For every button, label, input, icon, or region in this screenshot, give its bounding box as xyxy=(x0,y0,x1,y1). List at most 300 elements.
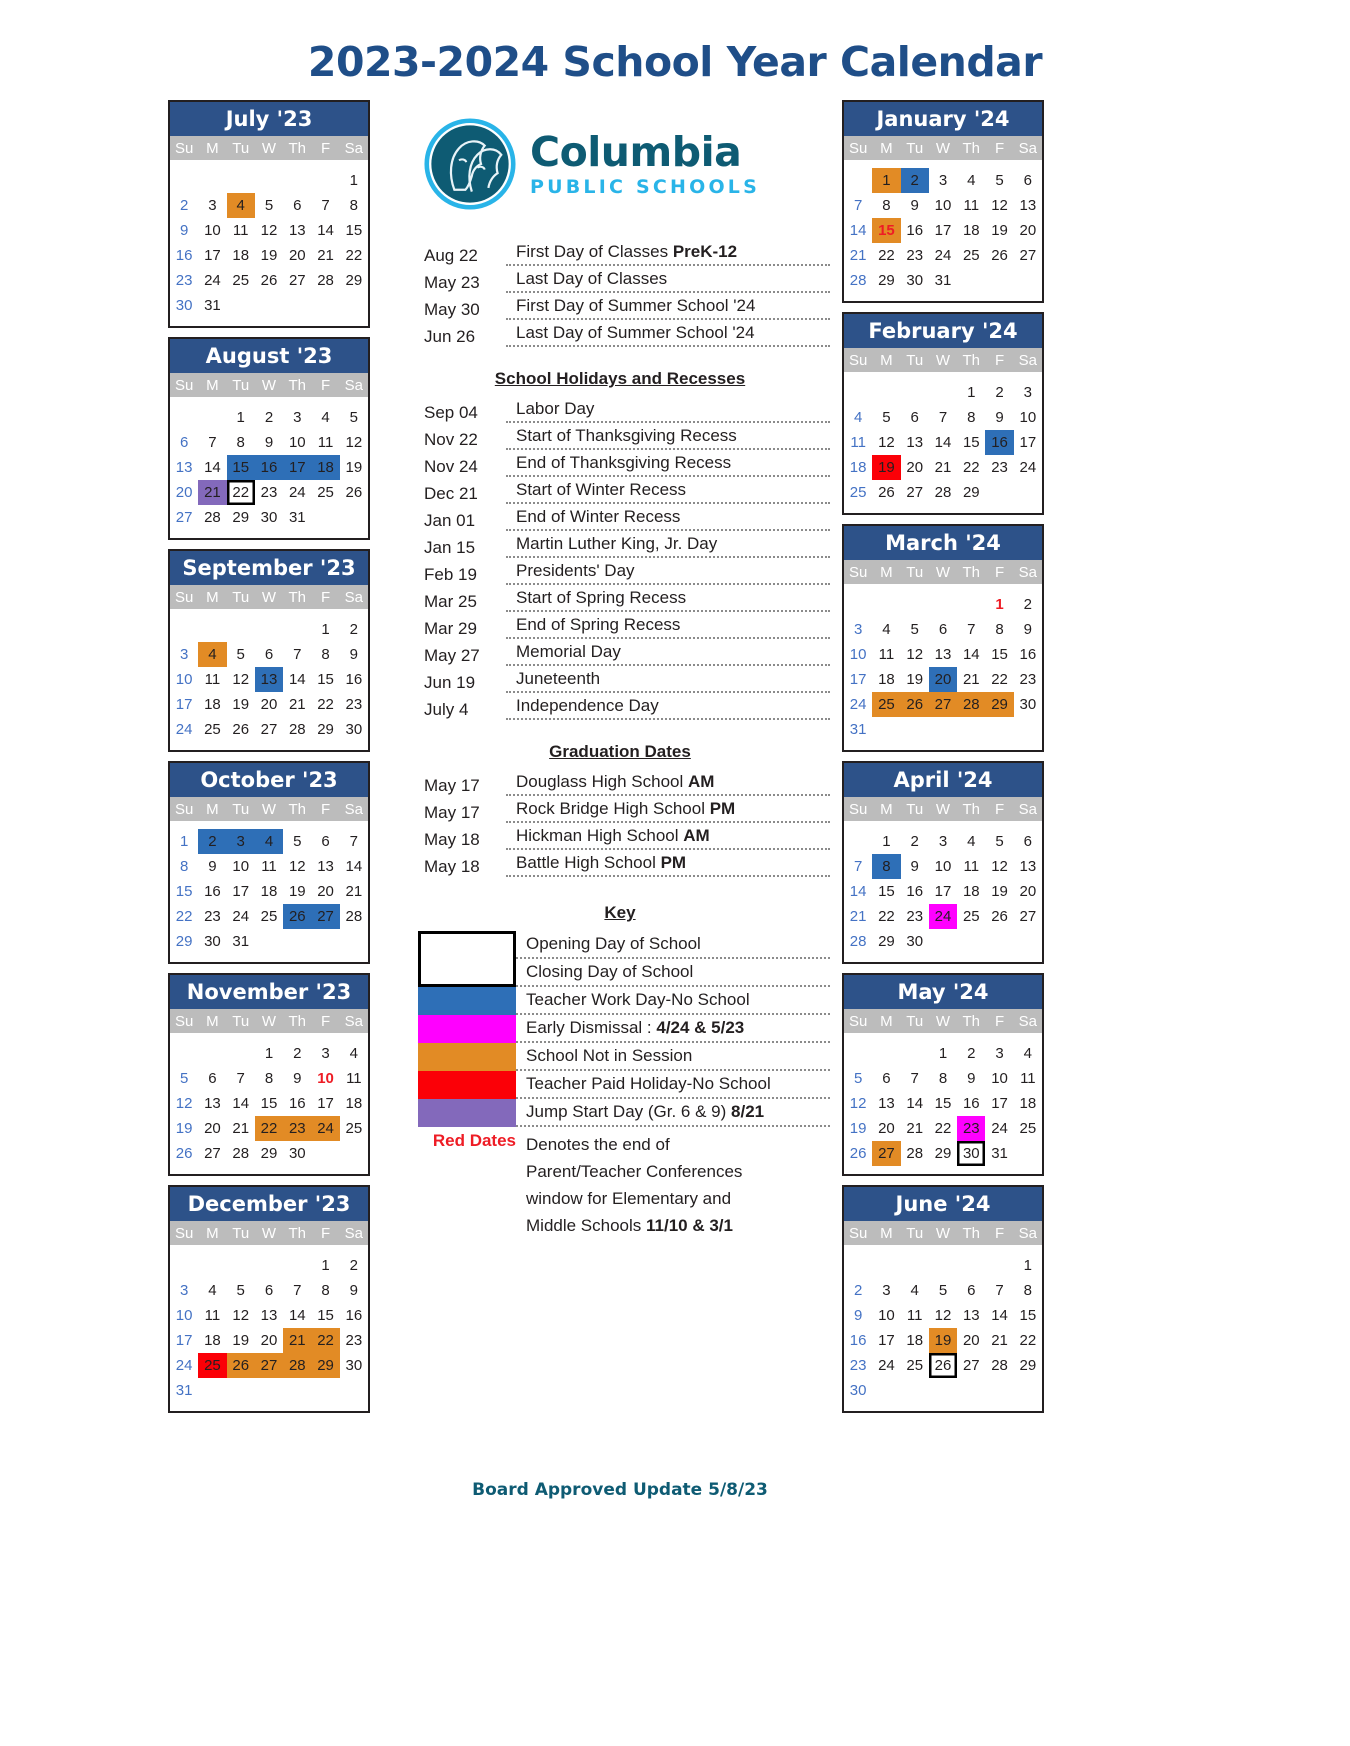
day-cell[interactable] xyxy=(929,904,957,929)
day-cell[interactable] xyxy=(929,268,957,293)
day-cell[interactable] xyxy=(872,480,900,505)
day-cell[interactable] xyxy=(1014,1041,1042,1066)
day-cell[interactable] xyxy=(255,1091,283,1116)
day-cell[interactable] xyxy=(255,1278,283,1303)
day-cell[interactable] xyxy=(985,642,1013,667)
day-cell[interactable] xyxy=(844,1066,872,1091)
day-cell[interactable] xyxy=(985,592,1013,617)
day-cell[interactable] xyxy=(957,380,985,405)
day-cell[interactable] xyxy=(844,480,872,505)
day-cell[interactable] xyxy=(957,1066,985,1091)
day-cell[interactable] xyxy=(985,692,1013,717)
day-cell[interactable] xyxy=(957,904,985,929)
day-cell[interactable] xyxy=(985,168,1013,193)
day-cell[interactable] xyxy=(283,854,311,879)
day-cell[interactable] xyxy=(872,405,900,430)
day-cell[interactable] xyxy=(227,430,255,455)
day-cell[interactable] xyxy=(985,904,1013,929)
day-cell[interactable] xyxy=(311,268,339,293)
day-cell[interactable] xyxy=(901,692,929,717)
day-cell[interactable] xyxy=(283,193,311,218)
day-cell[interactable] xyxy=(929,667,957,692)
day-cell[interactable] xyxy=(283,1116,311,1141)
day-cell[interactable] xyxy=(872,1091,900,1116)
day-cell[interactable] xyxy=(283,692,311,717)
day-cell[interactable] xyxy=(929,218,957,243)
day-cell[interactable] xyxy=(1014,1328,1042,1353)
day-cell[interactable] xyxy=(227,1091,255,1116)
day-cell[interactable] xyxy=(901,1278,929,1303)
day-cell[interactable] xyxy=(1014,1303,1042,1328)
day-cell[interactable] xyxy=(227,480,255,505)
day-cell[interactable] xyxy=(1014,243,1042,268)
day-cell[interactable] xyxy=(929,642,957,667)
day-cell[interactable] xyxy=(255,692,283,717)
day-cell[interactable] xyxy=(340,1091,368,1116)
day-cell[interactable] xyxy=(227,405,255,430)
day-cell[interactable] xyxy=(198,293,226,318)
day-cell[interactable] xyxy=(170,879,198,904)
day-cell[interactable] xyxy=(227,455,255,480)
day-cell[interactable] xyxy=(872,904,900,929)
day-cell[interactable] xyxy=(340,904,368,929)
day-cell[interactable] xyxy=(340,480,368,505)
day-cell[interactable] xyxy=(340,455,368,480)
day-cell[interactable] xyxy=(227,268,255,293)
day-cell[interactable] xyxy=(198,717,226,742)
day-cell[interactable] xyxy=(255,717,283,742)
day-cell[interactable] xyxy=(901,1303,929,1328)
day-cell[interactable] xyxy=(929,1303,957,1328)
day-cell[interactable] xyxy=(255,193,283,218)
day-cell[interactable] xyxy=(901,667,929,692)
day-cell[interactable] xyxy=(929,455,957,480)
day-cell[interactable] xyxy=(1014,1253,1042,1278)
day-cell[interactable] xyxy=(170,1278,198,1303)
day-cell[interactable] xyxy=(198,1066,226,1091)
day-cell[interactable] xyxy=(283,1328,311,1353)
day-cell[interactable] xyxy=(844,1278,872,1303)
day-cell[interactable] xyxy=(283,1278,311,1303)
day-cell[interactable] xyxy=(985,380,1013,405)
day-cell[interactable] xyxy=(872,1066,900,1091)
day-cell[interactable] xyxy=(901,405,929,430)
day-cell[interactable] xyxy=(1014,642,1042,667)
day-cell[interactable] xyxy=(1014,854,1042,879)
day-cell[interactable] xyxy=(844,268,872,293)
day-cell[interactable] xyxy=(227,1303,255,1328)
day-cell[interactable] xyxy=(340,1303,368,1328)
day-cell[interactable] xyxy=(283,455,311,480)
day-cell[interactable] xyxy=(872,642,900,667)
day-cell[interactable] xyxy=(311,1328,339,1353)
day-cell[interactable] xyxy=(985,617,1013,642)
day-cell[interactable] xyxy=(872,168,900,193)
day-cell[interactable] xyxy=(311,193,339,218)
day-cell[interactable] xyxy=(1014,380,1042,405)
day-cell[interactable] xyxy=(1014,904,1042,929)
day-cell[interactable] xyxy=(901,480,929,505)
day-cell[interactable] xyxy=(844,1091,872,1116)
day-cell[interactable] xyxy=(170,692,198,717)
day-cell[interactable] xyxy=(198,1116,226,1141)
day-cell[interactable] xyxy=(283,1353,311,1378)
day-cell[interactable] xyxy=(227,829,255,854)
day-cell[interactable] xyxy=(311,1116,339,1141)
day-cell[interactable] xyxy=(198,879,226,904)
day-cell[interactable] xyxy=(283,667,311,692)
day-cell[interactable] xyxy=(985,218,1013,243)
day-cell[interactable] xyxy=(901,193,929,218)
day-cell[interactable] xyxy=(985,430,1013,455)
day-cell[interactable] xyxy=(901,879,929,904)
day-cell[interactable] xyxy=(227,717,255,742)
day-cell[interactable] xyxy=(957,455,985,480)
day-cell[interactable] xyxy=(844,193,872,218)
day-cell[interactable] xyxy=(170,1378,198,1403)
day-cell[interactable] xyxy=(283,480,311,505)
day-cell[interactable] xyxy=(901,829,929,854)
day-cell[interactable] xyxy=(283,904,311,929)
day-cell[interactable] xyxy=(844,430,872,455)
day-cell[interactable] xyxy=(1014,592,1042,617)
day-cell[interactable] xyxy=(929,168,957,193)
day-cell[interactable] xyxy=(311,243,339,268)
day-cell[interactable] xyxy=(283,642,311,667)
day-cell[interactable] xyxy=(170,1353,198,1378)
day-cell[interactable] xyxy=(844,455,872,480)
day-cell[interactable] xyxy=(170,455,198,480)
day-cell[interactable] xyxy=(844,1303,872,1328)
day-cell[interactable] xyxy=(1014,168,1042,193)
day-cell[interactable] xyxy=(844,717,872,742)
day-cell[interactable] xyxy=(929,1353,957,1378)
day-cell[interactable] xyxy=(929,879,957,904)
day-cell[interactable] xyxy=(844,854,872,879)
day-cell[interactable] xyxy=(957,1041,985,1066)
day-cell[interactable] xyxy=(170,430,198,455)
day-cell[interactable] xyxy=(957,1091,985,1116)
day-cell[interactable] xyxy=(901,1141,929,1166)
day-cell[interactable] xyxy=(844,929,872,954)
day-cell[interactable] xyxy=(283,829,311,854)
day-cell[interactable] xyxy=(929,405,957,430)
day-cell[interactable] xyxy=(929,430,957,455)
day-cell[interactable] xyxy=(957,243,985,268)
day-cell[interactable] xyxy=(844,218,872,243)
day-cell[interactable] xyxy=(255,1066,283,1091)
day-cell[interactable] xyxy=(227,904,255,929)
day-cell[interactable] xyxy=(929,1278,957,1303)
day-cell[interactable] xyxy=(340,193,368,218)
day-cell[interactable] xyxy=(929,692,957,717)
day-cell[interactable] xyxy=(198,692,226,717)
day-cell[interactable] xyxy=(929,1328,957,1353)
day-cell[interactable] xyxy=(985,243,1013,268)
day-cell[interactable] xyxy=(844,1378,872,1403)
day-cell[interactable] xyxy=(340,168,368,193)
day-cell[interactable] xyxy=(311,480,339,505)
day-cell[interactable] xyxy=(255,218,283,243)
day-cell[interactable] xyxy=(985,1278,1013,1303)
day-cell[interactable] xyxy=(311,1041,339,1066)
day-cell[interactable] xyxy=(340,243,368,268)
day-cell[interactable] xyxy=(957,692,985,717)
day-cell[interactable] xyxy=(340,829,368,854)
day-cell[interactable] xyxy=(340,1253,368,1278)
day-cell[interactable] xyxy=(957,1116,985,1141)
day-cell[interactable] xyxy=(227,1141,255,1166)
day-cell[interactable] xyxy=(198,455,226,480)
day-cell[interactable] xyxy=(227,243,255,268)
day-cell[interactable] xyxy=(170,1141,198,1166)
day-cell[interactable] xyxy=(844,243,872,268)
day-cell[interactable] xyxy=(283,218,311,243)
day-cell[interactable] xyxy=(170,193,198,218)
day-cell[interactable] xyxy=(901,854,929,879)
day-cell[interactable] xyxy=(198,904,226,929)
day-cell[interactable] xyxy=(170,642,198,667)
day-cell[interactable] xyxy=(929,243,957,268)
day-cell[interactable] xyxy=(198,193,226,218)
day-cell[interactable] xyxy=(957,405,985,430)
day-cell[interactable] xyxy=(340,617,368,642)
day-cell[interactable] xyxy=(901,1066,929,1091)
day-cell[interactable] xyxy=(901,218,929,243)
day-cell[interactable] xyxy=(901,1091,929,1116)
day-cell[interactable] xyxy=(198,243,226,268)
day-cell[interactable] xyxy=(872,243,900,268)
day-cell[interactable] xyxy=(311,717,339,742)
day-cell[interactable] xyxy=(283,1303,311,1328)
day-cell[interactable] xyxy=(255,1328,283,1353)
day-cell[interactable] xyxy=(957,1353,985,1378)
day-cell[interactable] xyxy=(170,218,198,243)
day-cell[interactable] xyxy=(985,1353,1013,1378)
day-cell[interactable] xyxy=(311,879,339,904)
day-cell[interactable] xyxy=(227,1066,255,1091)
day-cell[interactable] xyxy=(170,904,198,929)
day-cell[interactable] xyxy=(255,505,283,530)
day-cell[interactable] xyxy=(340,692,368,717)
day-cell[interactable] xyxy=(901,455,929,480)
day-cell[interactable] xyxy=(957,854,985,879)
day-cell[interactable] xyxy=(985,829,1013,854)
day-cell[interactable] xyxy=(844,1116,872,1141)
day-cell[interactable] xyxy=(872,829,900,854)
day-cell[interactable] xyxy=(1014,1353,1042,1378)
day-cell[interactable] xyxy=(170,1066,198,1091)
day-cell[interactable] xyxy=(901,904,929,929)
day-cell[interactable] xyxy=(929,829,957,854)
day-cell[interactable] xyxy=(957,1278,985,1303)
day-cell[interactable] xyxy=(198,1353,226,1378)
day-cell[interactable] xyxy=(901,617,929,642)
day-cell[interactable] xyxy=(957,1328,985,1353)
day-cell[interactable] xyxy=(311,642,339,667)
day-cell[interactable] xyxy=(844,642,872,667)
day-cell[interactable] xyxy=(170,480,198,505)
day-cell[interactable] xyxy=(227,505,255,530)
day-cell[interactable] xyxy=(957,1303,985,1328)
day-cell[interactable] xyxy=(872,1278,900,1303)
day-cell[interactable] xyxy=(901,1353,929,1378)
day-cell[interactable] xyxy=(1014,1066,1042,1091)
day-cell[interactable] xyxy=(929,480,957,505)
day-cell[interactable] xyxy=(985,1116,1013,1141)
day-cell[interactable] xyxy=(957,667,985,692)
day-cell[interactable] xyxy=(311,854,339,879)
day-cell[interactable] xyxy=(283,1066,311,1091)
day-cell[interactable] xyxy=(227,929,255,954)
day-cell[interactable] xyxy=(198,1328,226,1353)
day-cell[interactable] xyxy=(283,717,311,742)
day-cell[interactable] xyxy=(255,904,283,929)
day-cell[interactable] xyxy=(929,1116,957,1141)
day-cell[interactable] xyxy=(311,1091,339,1116)
day-cell[interactable] xyxy=(872,455,900,480)
day-cell[interactable] xyxy=(255,405,283,430)
day-cell[interactable] xyxy=(170,717,198,742)
day-cell[interactable] xyxy=(311,1303,339,1328)
day-cell[interactable] xyxy=(311,904,339,929)
day-cell[interactable] xyxy=(255,1303,283,1328)
day-cell[interactable] xyxy=(170,268,198,293)
day-cell[interactable] xyxy=(844,879,872,904)
day-cell[interactable] xyxy=(283,268,311,293)
day-cell[interactable] xyxy=(198,642,226,667)
day-cell[interactable] xyxy=(872,692,900,717)
day-cell[interactable] xyxy=(227,1353,255,1378)
day-cell[interactable] xyxy=(985,879,1013,904)
day-cell[interactable] xyxy=(255,667,283,692)
day-cell[interactable] xyxy=(957,430,985,455)
day-cell[interactable] xyxy=(957,193,985,218)
day-cell[interactable] xyxy=(1014,692,1042,717)
day-cell[interactable] xyxy=(340,1328,368,1353)
day-cell[interactable] xyxy=(872,617,900,642)
day-cell[interactable] xyxy=(255,1353,283,1378)
day-cell[interactable] xyxy=(985,1091,1013,1116)
day-cell[interactable] xyxy=(872,430,900,455)
day-cell[interactable] xyxy=(340,1066,368,1091)
day-cell[interactable] xyxy=(957,168,985,193)
day-cell[interactable] xyxy=(255,854,283,879)
day-cell[interactable] xyxy=(901,168,929,193)
day-cell[interactable] xyxy=(255,1141,283,1166)
day-cell[interactable] xyxy=(198,505,226,530)
day-cell[interactable] xyxy=(227,879,255,904)
day-cell[interactable] xyxy=(340,1353,368,1378)
day-cell[interactable] xyxy=(227,692,255,717)
day-cell[interactable] xyxy=(844,904,872,929)
day-cell[interactable] xyxy=(1014,455,1042,480)
day-cell[interactable] xyxy=(227,667,255,692)
day-cell[interactable] xyxy=(283,1141,311,1166)
day-cell[interactable] xyxy=(311,1253,339,1278)
day-cell[interactable] xyxy=(844,617,872,642)
day-cell[interactable] xyxy=(340,1278,368,1303)
day-cell[interactable] xyxy=(198,1091,226,1116)
day-cell[interactable] xyxy=(340,717,368,742)
day-cell[interactable] xyxy=(985,1303,1013,1328)
day-cell[interactable] xyxy=(957,642,985,667)
day-cell[interactable] xyxy=(311,1353,339,1378)
day-cell[interactable] xyxy=(1014,667,1042,692)
day-cell[interactable] xyxy=(1014,218,1042,243)
day-cell[interactable] xyxy=(283,505,311,530)
day-cell[interactable] xyxy=(985,193,1013,218)
day-cell[interactable] xyxy=(872,1116,900,1141)
day-cell[interactable] xyxy=(872,879,900,904)
day-cell[interactable] xyxy=(255,879,283,904)
day-cell[interactable] xyxy=(255,480,283,505)
day-cell[interactable] xyxy=(872,667,900,692)
day-cell[interactable] xyxy=(227,642,255,667)
day-cell[interactable] xyxy=(170,854,198,879)
day-cell[interactable] xyxy=(255,268,283,293)
day-cell[interactable] xyxy=(1014,405,1042,430)
day-cell[interactable] xyxy=(340,854,368,879)
day-cell[interactable] xyxy=(227,854,255,879)
day-cell[interactable] xyxy=(1014,617,1042,642)
day-cell[interactable] xyxy=(198,480,226,505)
day-cell[interactable] xyxy=(844,692,872,717)
day-cell[interactable] xyxy=(311,1066,339,1091)
day-cell[interactable] xyxy=(311,1278,339,1303)
day-cell[interactable] xyxy=(198,929,226,954)
day-cell[interactable] xyxy=(901,642,929,667)
day-cell[interactable] xyxy=(929,1091,957,1116)
day-cell[interactable] xyxy=(198,268,226,293)
day-cell[interactable] xyxy=(311,829,339,854)
day-cell[interactable] xyxy=(198,1303,226,1328)
day-cell[interactable] xyxy=(340,667,368,692)
day-cell[interactable] xyxy=(170,243,198,268)
day-cell[interactable] xyxy=(957,218,985,243)
day-cell[interactable] xyxy=(255,455,283,480)
day-cell[interactable] xyxy=(957,617,985,642)
day-cell[interactable] xyxy=(170,505,198,530)
day-cell[interactable] xyxy=(170,293,198,318)
day-cell[interactable] xyxy=(340,1116,368,1141)
day-cell[interactable] xyxy=(957,1141,985,1166)
day-cell[interactable] xyxy=(198,829,226,854)
day-cell[interactable] xyxy=(227,1328,255,1353)
day-cell[interactable] xyxy=(872,1141,900,1166)
day-cell[interactable] xyxy=(872,929,900,954)
day-cell[interactable] xyxy=(1014,193,1042,218)
day-cell[interactable] xyxy=(1014,1278,1042,1303)
day-cell[interactable] xyxy=(985,1141,1013,1166)
day-cell[interactable] xyxy=(198,854,226,879)
day-cell[interactable] xyxy=(170,1116,198,1141)
day-cell[interactable] xyxy=(283,405,311,430)
day-cell[interactable] xyxy=(901,1116,929,1141)
day-cell[interactable] xyxy=(1014,1116,1042,1141)
day-cell[interactable] xyxy=(283,1041,311,1066)
day-cell[interactable] xyxy=(311,692,339,717)
day-cell[interactable] xyxy=(283,1091,311,1116)
day-cell[interactable] xyxy=(340,1041,368,1066)
day-cell[interactable] xyxy=(198,218,226,243)
day-cell[interactable] xyxy=(985,854,1013,879)
day-cell[interactable] xyxy=(283,879,311,904)
day-cell[interactable] xyxy=(170,1091,198,1116)
day-cell[interactable] xyxy=(929,1141,957,1166)
day-cell[interactable] xyxy=(929,854,957,879)
day-cell[interactable] xyxy=(311,430,339,455)
